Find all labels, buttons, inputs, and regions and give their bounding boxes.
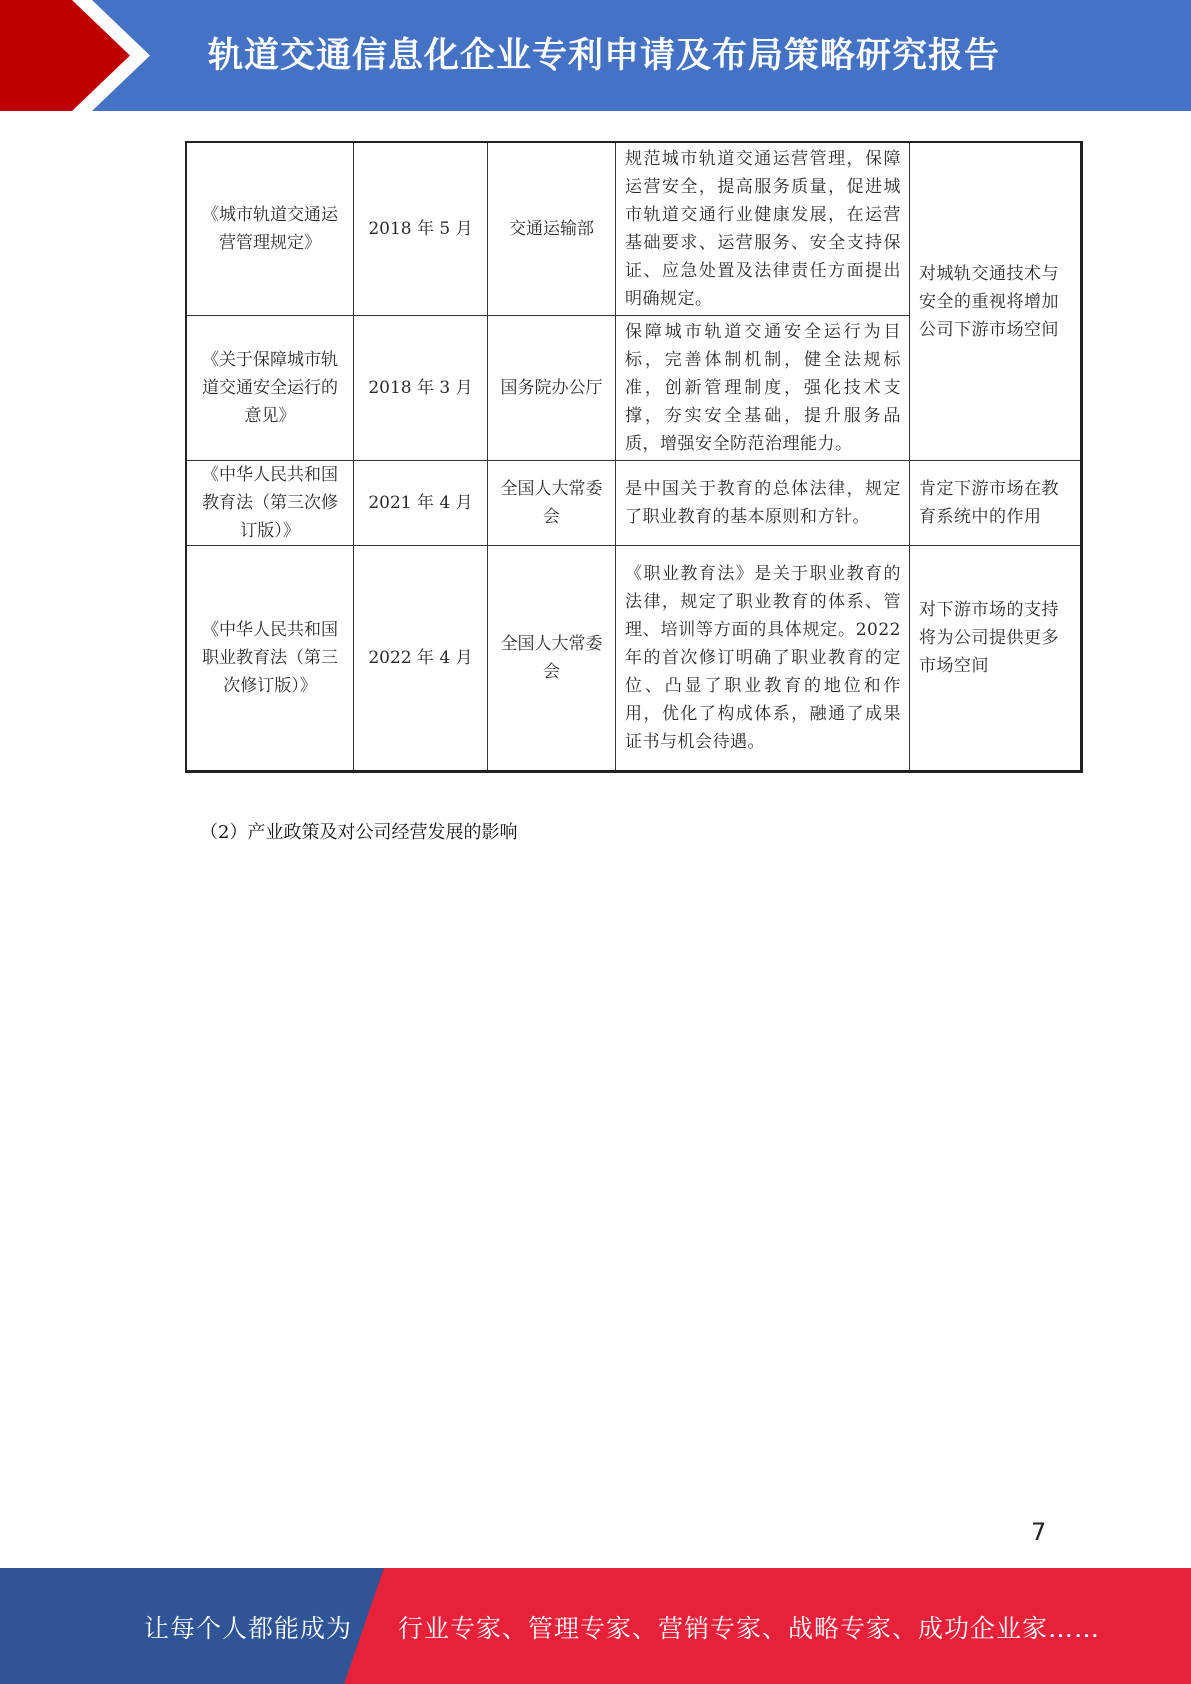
table-row bbox=[186, 142, 1082, 316]
table-row bbox=[186, 461, 1082, 546]
policy-name-cell: 《中华人民共和国教育法（第三次修订版）》 bbox=[186, 461, 354, 546]
page-number: 7 bbox=[1031, 1518, 1047, 1546]
policy-org-cell: 国务院办公厅 bbox=[488, 316, 616, 461]
policy-date-cell: 2021 年 4 月 bbox=[354, 461, 488, 546]
footer-slogan-left: 让每个人都能成为 bbox=[144, 1614, 353, 1643]
policy-name-cell: 《关于保障城市轨道交通安全运行的意见》 bbox=[186, 316, 354, 461]
policy-desc-cell: 是中国关于教育的总体法律，规定了职业教育的基本原则和方针。 bbox=[616, 461, 910, 546]
policy-date-cell: 2018 年 5 月 bbox=[354, 142, 488, 316]
policy-date-cell: 2022 年 4 月 bbox=[354, 546, 488, 772]
policy-table bbox=[185, 141, 1083, 773]
policy-org-cell: 全国人大常委会 bbox=[488, 461, 616, 546]
header-arrow-icon bbox=[0, 0, 160, 111]
policy-org-cell: 全国人大常委会 bbox=[488, 546, 616, 772]
policy-impact-cell: 对下游市场的支持将为公司提供更多市场空间 bbox=[910, 546, 1082, 772]
policy-impact-cell: 肯定下游市场在教育系统中的作用 bbox=[910, 461, 1082, 546]
policy-desc-cell: 《职业教育法》是关于职业教育的法律，规定了职业教育的体系、管理、培训等方面的具体规定。2022 年的首次修订明确了职业教育的定位、凸显了职业教育的地位和作用，优化了构成体系，融通了成果证书与机会待遇。 bbox=[616, 546, 910, 772]
table-row bbox=[186, 546, 1082, 772]
policy-name-cell: 《中华人民共和国职业教育法（第三次修订版）》 bbox=[186, 546, 354, 772]
section-subheading: （2）产业政策及对公司经营发展的影响 bbox=[200, 822, 518, 843]
policy-org-cell: 交通运输部 bbox=[488, 142, 616, 316]
footer-slogan-right: 行业专家、管理专家、营销专家、战略专家、成功企业家…… bbox=[398, 1614, 1101, 1643]
page-footer bbox=[0, 1568, 1191, 1684]
report-title: 轨道交通信息化企业专利申请及布局策略研究报告 bbox=[208, 36, 1001, 76]
policy-date-cell: 2018 年 3 月 bbox=[354, 316, 488, 461]
policy-desc-cell: 保障城市轨道交通安全运行为目标，完善体制机制，健全法规标准，创新管理制度，强化技术支撑，夯实安全基础，提升服务品质，增强安全防范治理能力。 bbox=[616, 316, 910, 461]
policy-name-cell: 《城市轨道交通运营管理规定》 bbox=[186, 142, 354, 316]
policy-impact-cell: 对城轨交通技术与安全的重视将增加公司下游市场空间 bbox=[910, 142, 1082, 461]
page-header bbox=[0, 0, 1191, 111]
policy-desc-cell: 规范城市轨道交通运营管理，保障运营安全，提高服务质量，促进城市轨道交通行业健康发展，在运营基础要求、运营服务、安全支持保证、应急处置及法律责任方面提出明确规定。 bbox=[616, 142, 910, 316]
